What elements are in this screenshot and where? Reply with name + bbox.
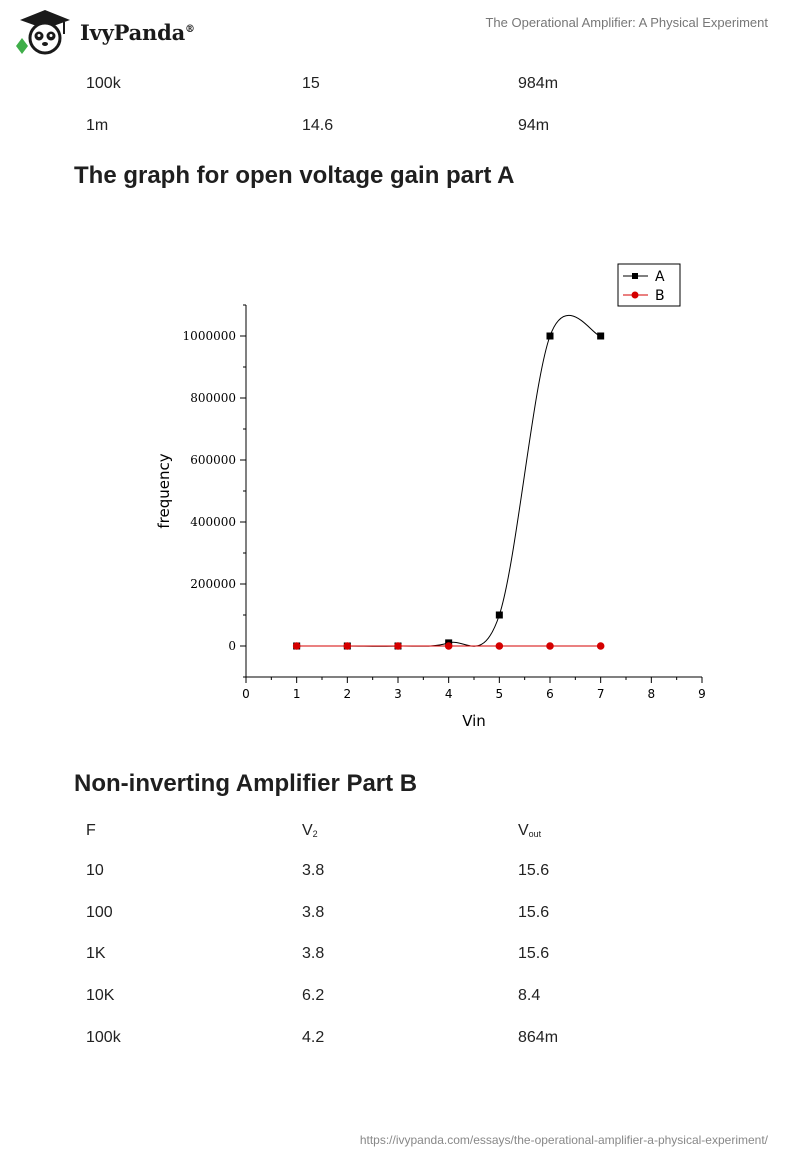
header-f: F (86, 822, 96, 839)
table-row: 10K 6.2 8.4 (86, 987, 541, 1004)
y-tick-label: 200000 (190, 577, 236, 591)
header-v2: $V_2$ (302, 822, 318, 839)
series-b-point (394, 642, 402, 650)
table-row: 100k 15 984m (86, 75, 559, 92)
table-header-row (86, 822, 746, 844)
table-row: 1m 14.6 94m (86, 117, 550, 134)
x-tick-label: 6 (546, 687, 554, 701)
x-tick-label: 3 (394, 687, 402, 701)
y-tick-label: 600000 (190, 453, 236, 467)
table-row: 100 3.8 15.6 (86, 904, 550, 921)
x-tick-label: 1 (292, 687, 301, 701)
section-heading-part-b: Non-inverting Amplifier Part B (74, 770, 418, 797)
series-a-point (597, 333, 604, 340)
legend-b-label: B (655, 288, 665, 304)
chart-legend (618, 264, 680, 306)
series-a-point (496, 612, 503, 619)
document-title: The Operational Amplifier: A Physical Experiment (485, 15, 768, 30)
y-tick-label: 0 (228, 639, 236, 653)
legend-b-marker (632, 292, 639, 299)
legend-a-label: A (655, 269, 665, 285)
series-a-point (547, 333, 554, 340)
y-tick-label: 400000 (190, 515, 236, 529)
brand-name[interactable]: IvyPanda® (80, 20, 195, 45)
table-row: 10 3.8 15.6 (86, 862, 550, 879)
legend-a-marker (632, 273, 638, 279)
page-header (0, 0, 800, 60)
series-b-point (445, 642, 453, 650)
x-tick-label: 9 (698, 687, 706, 701)
series-b-point (293, 642, 301, 650)
x-axis-label: Vin (462, 712, 486, 730)
series-b-point (546, 642, 554, 650)
section-heading-part-a: The graph for open voltage gain part A (74, 162, 515, 189)
y-axis-label: frequency (155, 453, 173, 529)
x-tick-label: 4 (444, 687, 453, 701)
series-b-point (597, 642, 605, 650)
y-tick-label: 1000000 (182, 329, 236, 343)
series-a-line (297, 315, 601, 646)
x-tick-label: 7 (596, 687, 605, 701)
table-row: 100k 4.2 864m (86, 1029, 559, 1046)
open-voltage-gain-chart (140, 250, 740, 740)
x-tick-label: 0 (242, 687, 250, 701)
x-tick-label: 2 (343, 687, 352, 701)
table-row: 1K 3.8 15.6 (86, 945, 550, 962)
series-b-point (344, 642, 352, 650)
x-tick-label: 5 (495, 687, 504, 701)
footer-url[interactable]: https://ivypanda.com/essays/the-operational-amplifier-a-physical-experiment/ (359, 1133, 768, 1147)
x-tick-label: 8 (647, 687, 656, 701)
series-b-point (496, 642, 504, 650)
header-vout: $V_{out}$ (518, 822, 542, 839)
y-tick-label: 800000 (190, 391, 236, 405)
ivypanda-logo-icon[interactable] (14, 8, 76, 56)
